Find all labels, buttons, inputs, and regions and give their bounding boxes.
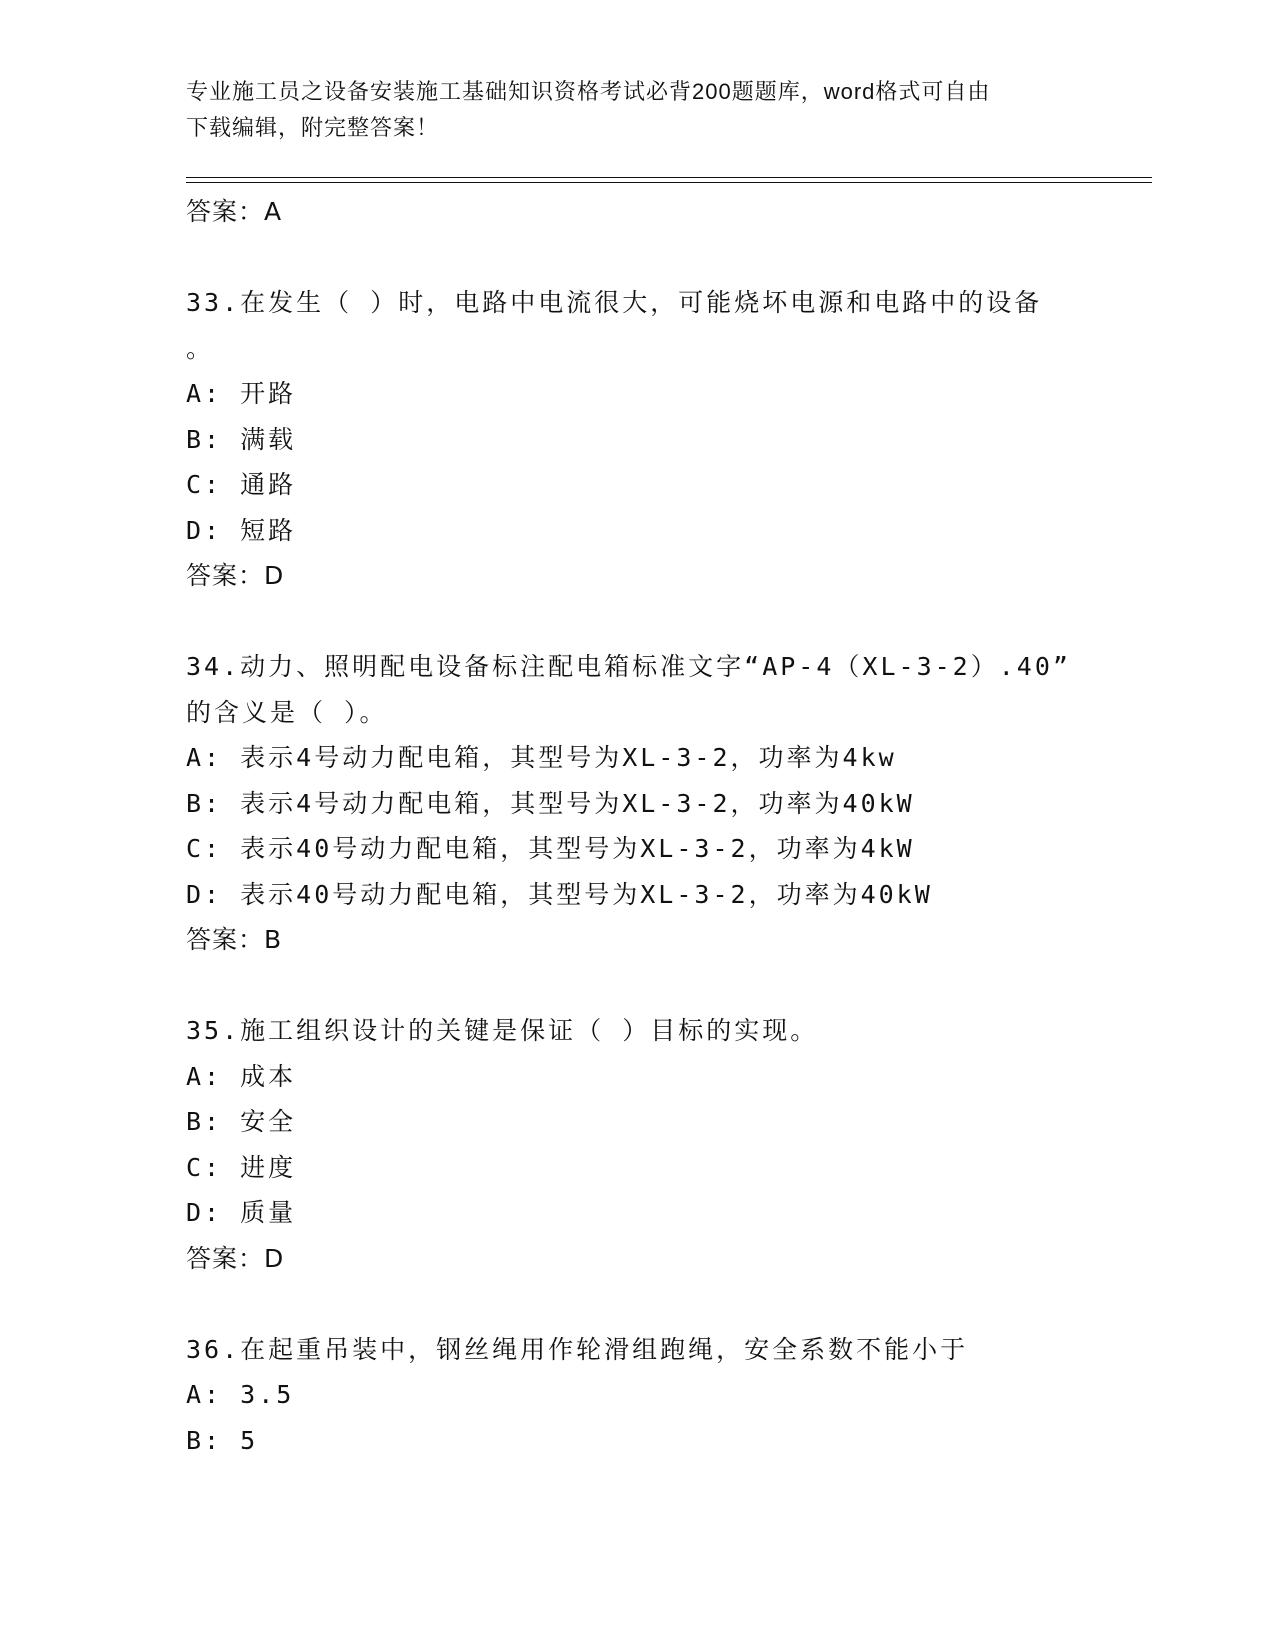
option-a: A: 开路 <box>186 379 297 408</box>
question-text: 。 <box>186 333 215 363</box>
option-b: B: 安全 <box>186 1107 297 1136</box>
option-c: C: 表示40号动力配电箱，其型号为XL-3-2，功率为4kW <box>186 834 915 863</box>
spacer <box>186 598 1152 644</box>
spacer <box>186 234 1152 280</box>
header-line: 下载编辑，附完整答案！ <box>186 115 440 140</box>
option-a: A: 表示4号动力配电箱，其型号为XL-3-2，功率为4kw <box>186 743 897 772</box>
option-a: A: 成本 <box>186 1061 297 1091</box>
question-35 <box>186 1008 1152 1281</box>
option-c: C: 通路 <box>186 470 297 499</box>
question-34 <box>186 644 1152 962</box>
spacer <box>186 1281 1152 1327</box>
option-d: D: 表示40号动力配电箱，其型号为XL-3-2，功率为40kW <box>186 879 933 909</box>
document-header <box>186 74 1066 146</box>
option-d: D: 短路 <box>186 515 297 545</box>
answer-line: 答案：D <box>186 561 285 590</box>
spacer <box>186 962 1152 1008</box>
question-33 <box>186 280 1152 598</box>
question-text: 35.施工组织设计的关键是保证（ ）目标的实现。 <box>186 1016 819 1045</box>
option-a: A: 3.5 <box>186 1380 295 1409</box>
header-line: 专业施工员之设备安装施工基础知识资格考试必背200题题库，word格式可自由 <box>186 79 991 104</box>
question-text: 的含义是（ ）。 <box>186 697 388 727</box>
question-text: 34.动力、照明配电设备标注配电箱标准文字“AP-4（XL-3-2）.40” <box>186 652 1071 681</box>
header-divider <box>186 177 1152 178</box>
document-body <box>186 189 1152 1463</box>
option-b: B: 5 <box>186 1425 259 1455</box>
question-text: 36.在起重吊装中，钢丝绳用作轮滑组跑绳，安全系数不能小于 <box>186 1334 969 1364</box>
question-36 <box>186 1327 1152 1464</box>
answer-line: 答案：D <box>186 1243 285 1273</box>
option-b: B: 满载 <box>186 424 297 454</box>
option-c: C: 进度 <box>186 1152 297 1182</box>
answer-line: 答案：A <box>186 197 283 226</box>
option-b: B: 表示4号动力配电箱，其型号为XL-3-2，功率为40kW <box>186 788 915 818</box>
option-d: D: 质量 <box>186 1198 297 1227</box>
question-text: 33.在发生（ ）时，电路中电流很大，可能烧坏电源和电路中的设备 <box>186 288 1043 317</box>
header-divider <box>186 182 1152 183</box>
answer-line: 答案：B <box>186 925 283 954</box>
